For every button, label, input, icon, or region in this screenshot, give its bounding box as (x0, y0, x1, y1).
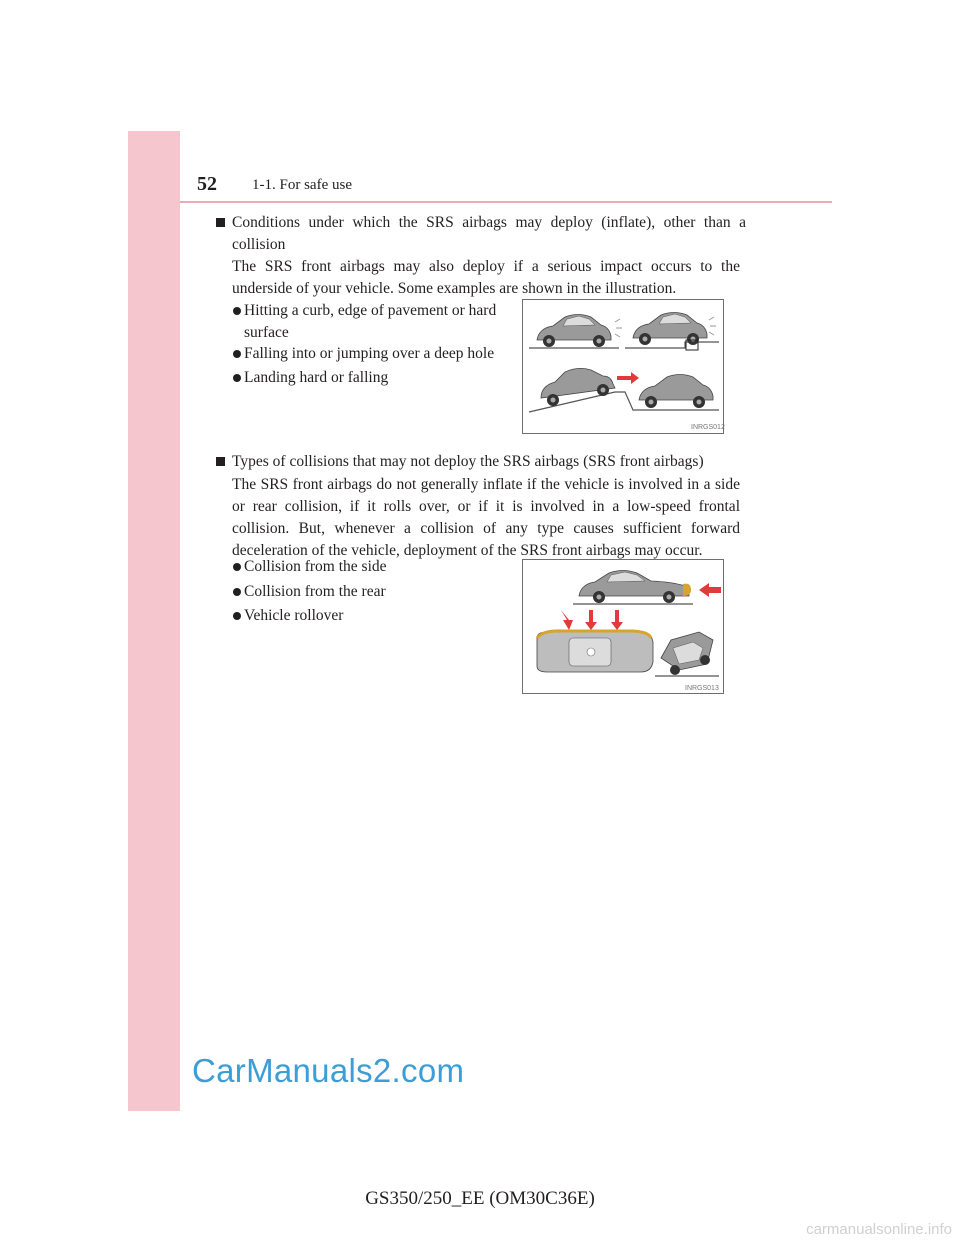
corner-watermark: carmanualsonline.info (806, 1221, 952, 1238)
section1-paragraph: The SRS front airbags may also deploy if a serious impact occurs to the underside of your vehicle. Some examples are shown in the illustration. (232, 258, 740, 297)
bullet-item (232, 300, 507, 344)
header-rule (180, 201, 832, 203)
bullet-dot-icon (233, 350, 241, 358)
page-number: 52 (197, 173, 217, 195)
figure2-code: INRGS013 (685, 685, 719, 692)
collision-types-drawing (523, 560, 725, 695)
section2-heading (216, 451, 746, 473)
underbody-impact-drawing (523, 300, 725, 435)
bullet-dot-icon (233, 307, 241, 315)
square-bullet-icon (216, 457, 225, 466)
bullet-text: Collision from the rear (244, 583, 386, 600)
bullet-item (232, 367, 507, 389)
section-title: 1-1. For safe use (252, 177, 352, 193)
square-bullet-icon (216, 218, 225, 227)
bullet-item (232, 605, 507, 627)
bullet-dot-icon (233, 612, 241, 620)
bullet-item (232, 343, 507, 365)
bullet-item (232, 581, 507, 603)
bullet-text: Hitting a curb, edge of pavement or hard surface (244, 302, 497, 341)
side-color-band (128, 131, 180, 1111)
bullet-dot-icon (233, 563, 241, 571)
bullet-text: Landing hard or falling (244, 369, 389, 386)
section1-heading-text: Conditions under which the SRS airbags may deploy (inflate), other than a collision (232, 214, 746, 253)
section2-heading-text: Types of collisions that may not deploy the SRS airbags (SRS front airbags) (232, 453, 704, 470)
bullet-text: Collision from the side (244, 558, 387, 575)
bullet-dot-icon (233, 588, 241, 596)
section1-heading (216, 212, 746, 256)
underbody-impact-illustration (522, 299, 724, 434)
section2-paragraph: The SRS front airbags do not generally inflate if the vehicle is involved in a side or rear collision, if it rolls over, or if it is involved in a low-speed frontal collision. But, whenever a collision of any type causes sufficient forward deceleration of the vehicle, deployment of the SRS front airbags may occur. (232, 476, 740, 559)
bullet-item (232, 556, 507, 578)
collision-types-illustration (522, 559, 724, 694)
model-footer: GS350/250_EE (OM30C36E) (365, 1188, 595, 1209)
bullet-text: Falling into or jumping over a deep hole (244, 345, 495, 362)
site-watermark: CarManuals2.com (192, 1052, 465, 1089)
figure1-code: INRGS012 (691, 424, 725, 431)
bullet-text: Vehicle rollover (244, 607, 344, 624)
bullet-dot-icon (233, 374, 241, 382)
